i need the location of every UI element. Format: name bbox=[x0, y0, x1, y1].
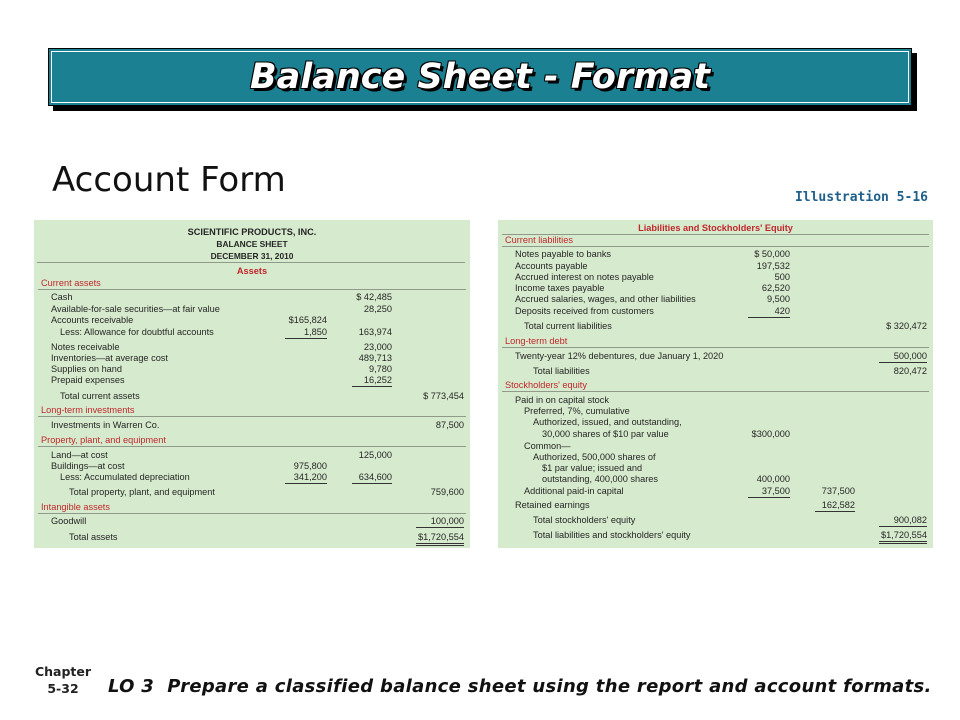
row-label: Cash bbox=[51, 291, 73, 302]
amount-col2: 125,000 bbox=[358, 449, 392, 460]
asset-row-inventories bbox=[34, 353, 470, 364]
row-label: Less: Accumulated depreciation bbox=[60, 471, 190, 482]
amount-col1: 1,850 bbox=[285, 327, 327, 339]
amount-col2: $ 42,485 bbox=[356, 291, 392, 302]
asset-row-prepaid bbox=[34, 375, 470, 386]
amount-col1: 9,500 bbox=[767, 293, 790, 304]
equity-row-total-equity bbox=[498, 515, 933, 526]
amount-col3: $ 773,454 bbox=[423, 390, 464, 401]
amount-col1: $165,824 bbox=[288, 314, 327, 325]
amount-col2: 9,780 bbox=[369, 363, 392, 374]
section-label: Long-term debt bbox=[505, 335, 568, 346]
amount-col2: 634,600 bbox=[352, 472, 392, 484]
slide-subtitle: Account Form bbox=[52, 160, 286, 200]
row-label: Preferred, 7%, cumulative bbox=[524, 405, 630, 416]
liabilities-equity-heading: Liabilities and Stockholders' Equity bbox=[502, 223, 929, 235]
row-label: Supplies on hand bbox=[51, 363, 123, 374]
section-label: Intangible assets bbox=[41, 501, 110, 512]
row-label: Total current liabilities bbox=[524, 320, 612, 331]
row-label: Prepaid expenses bbox=[51, 374, 125, 385]
row-label: Deposits received from customers bbox=[515, 305, 654, 316]
row-label: Buildings—at cost bbox=[51, 460, 125, 471]
asset-row-accum-depreciation bbox=[34, 472, 470, 483]
section-intangible-assets bbox=[38, 502, 466, 514]
amount-col1: 500 bbox=[774, 271, 790, 282]
asset-row-total-ppe bbox=[34, 487, 470, 498]
row-label: Less: Allowance for doubtful accounts bbox=[60, 326, 214, 337]
chapter-label: Chapter bbox=[34, 664, 92, 679]
row-label: Total assets bbox=[69, 531, 118, 542]
assets-heading: Assets bbox=[236, 265, 268, 276]
amount-col2: 28,250 bbox=[363, 303, 392, 314]
row-label: Total stockholders' equity bbox=[533, 514, 636, 525]
row-label: Authorized, 500,000 shares of bbox=[533, 451, 656, 462]
asset-row-cash bbox=[34, 292, 470, 303]
equity-row-preferred-authorized bbox=[498, 417, 933, 428]
amount-col2: 162,582 bbox=[815, 500, 855, 512]
amount-col2: 163,974 bbox=[358, 326, 392, 337]
amount-col3: $1,720,554 bbox=[879, 530, 927, 544]
row-label: Common— bbox=[524, 440, 571, 451]
amount-col3: 500,000 bbox=[879, 351, 927, 363]
row-label: Total liabilities bbox=[533, 365, 590, 376]
title-bar bbox=[48, 48, 912, 106]
illustration-label: Illustration 5-16 bbox=[794, 190, 928, 205]
amount-col1: 975,800 bbox=[293, 460, 327, 471]
amount-col1: 197,532 bbox=[756, 260, 790, 271]
row-label: Accounts receivable bbox=[51, 314, 134, 325]
chapter-page-number: 5-32 bbox=[47, 681, 79, 696]
asset-row-total-assets bbox=[34, 532, 470, 543]
asset-row-allowance bbox=[34, 327, 470, 338]
section-label: Stockholders' equity bbox=[505, 379, 587, 390]
asset-row-total-current bbox=[34, 391, 470, 402]
amount-col3: 87,500 bbox=[435, 419, 464, 430]
amount-col3: $ 320,472 bbox=[886, 320, 927, 331]
liab-row-accrued-salaries bbox=[498, 294, 933, 305]
liab-row-notes-payable bbox=[498, 249, 933, 260]
equity-row-retained-earnings bbox=[498, 500, 933, 511]
asset-row-supplies bbox=[34, 364, 470, 375]
equity-row-apic bbox=[498, 486, 933, 497]
row-label: Available-for-sale securities—at fair value bbox=[51, 303, 220, 314]
amount-col2: 489,713 bbox=[358, 352, 392, 363]
amount-col1: 400,000 bbox=[756, 473, 790, 484]
learning-objective: LO 3 Prepare a classified balance sheet using the report and account formats. bbox=[108, 676, 932, 697]
header-divider bbox=[37, 262, 465, 263]
row-label: Total property, plant, and equipment bbox=[69, 486, 215, 497]
row-label: outstanding, 400,000 shares bbox=[542, 473, 658, 484]
row-label: Accounts payable bbox=[515, 260, 588, 271]
section-stockholders-equity bbox=[502, 380, 929, 392]
slide-title: Balance Sheet - Format bbox=[249, 57, 711, 97]
equity-row-paid-in bbox=[498, 395, 933, 406]
liab-row-accounts-payable bbox=[498, 261, 933, 272]
asset-row-land bbox=[34, 450, 470, 461]
equity-row-common bbox=[498, 441, 933, 452]
amount-col1: $ 50,000 bbox=[754, 248, 790, 259]
chapter-marker bbox=[24, 663, 102, 697]
equity-row-common-par bbox=[498, 463, 933, 474]
row-label: Land—at cost bbox=[51, 449, 108, 460]
row-label: 30,000 shares of $10 par value bbox=[542, 428, 669, 439]
row-label: Goodwill bbox=[51, 515, 87, 526]
equity-row-total-liabilities-and-equity bbox=[498, 530, 933, 541]
asset-row-buildings bbox=[34, 461, 470, 472]
row-label: Total current assets bbox=[60, 390, 140, 401]
amount-col3: $1,720,554 bbox=[416, 532, 464, 546]
section-label: Long-term investments bbox=[41, 404, 135, 415]
liab-row-debentures bbox=[498, 351, 933, 362]
asset-row-notes-receivable bbox=[34, 342, 470, 353]
liab-row-deposits bbox=[498, 306, 933, 317]
amount-col2: 737,500 bbox=[821, 485, 855, 496]
section-current-assets bbox=[38, 278, 466, 290]
section-current-liabilities bbox=[502, 235, 929, 247]
row-label: Inventories—at average cost bbox=[51, 352, 168, 363]
section-long-term-debt bbox=[502, 336, 929, 348]
amount-col1: $300,000 bbox=[751, 428, 790, 439]
liab-row-total-current bbox=[498, 321, 933, 332]
row-label: Accrued salaries, wages, and other liabilities bbox=[515, 293, 696, 304]
row-label: Retained earnings bbox=[515, 499, 590, 510]
amount-col2: 16,252 bbox=[352, 375, 392, 387]
liab-row-total-liabilities bbox=[498, 366, 933, 377]
amount-col1: 420 bbox=[748, 306, 790, 318]
asset-row-securities bbox=[34, 304, 470, 315]
row-label: Investments in Warren Co. bbox=[51, 419, 160, 430]
row-label: Income taxes payable bbox=[515, 282, 605, 293]
row-label: Authorized, issued, and outstanding, bbox=[533, 416, 682, 427]
row-label: $1 par value; issued and bbox=[542, 462, 643, 473]
asset-row-goodwill bbox=[34, 516, 470, 527]
row-label: Notes payable to banks bbox=[515, 248, 612, 259]
section-label: Current assets bbox=[41, 277, 101, 288]
liab-row-accrued-interest bbox=[498, 272, 933, 283]
amount-col1: 341,200 bbox=[285, 472, 327, 484]
equity-row-common-authorized bbox=[498, 452, 933, 463]
equity-row-common-outstanding bbox=[498, 474, 933, 485]
statement-name: BALANCE SHEET bbox=[216, 238, 288, 249]
company-name: SCIENTIFIC PRODUCTS, INC. bbox=[187, 227, 317, 237]
equity-row-preferred-shares bbox=[498, 429, 933, 440]
section-long-term-investments bbox=[38, 405, 466, 417]
amount-col3: 820,472 bbox=[893, 365, 927, 376]
amount-col1: 37,500 bbox=[748, 486, 790, 498]
amount-col3: 759,600 bbox=[430, 486, 464, 497]
row-label: Additional paid-in capital bbox=[524, 485, 624, 496]
liabilities-equity-panel bbox=[498, 220, 933, 548]
amount-col3: 100,000 bbox=[416, 516, 464, 528]
row-label: Notes receivable bbox=[51, 341, 120, 352]
section-ppe bbox=[38, 435, 466, 447]
row-label: Total liabilities and stockholders' equity bbox=[533, 529, 691, 540]
liab-row-income-taxes bbox=[498, 283, 933, 294]
asset-row-investments-warren bbox=[34, 420, 470, 431]
row-label: Twenty-year 12% debentures, due January 1, 2020 bbox=[515, 350, 724, 361]
assets-panel bbox=[34, 220, 470, 548]
amount-col1: 62,520 bbox=[761, 282, 790, 293]
amount-col3: 900,082 bbox=[879, 515, 927, 527]
row-label: Paid in on capital stock bbox=[515, 394, 609, 405]
row-label: Accrued interest on notes payable bbox=[515, 271, 654, 282]
amount-col2: 23,000 bbox=[363, 341, 392, 352]
statement-date: DECEMBER 31, 2010 bbox=[210, 250, 294, 261]
equity-row-preferred bbox=[498, 406, 933, 417]
section-label: Property, plant, and equipment bbox=[41, 434, 166, 445]
asset-row-accounts-receivable bbox=[34, 315, 470, 326]
section-label: Current liabilities bbox=[505, 234, 573, 245]
